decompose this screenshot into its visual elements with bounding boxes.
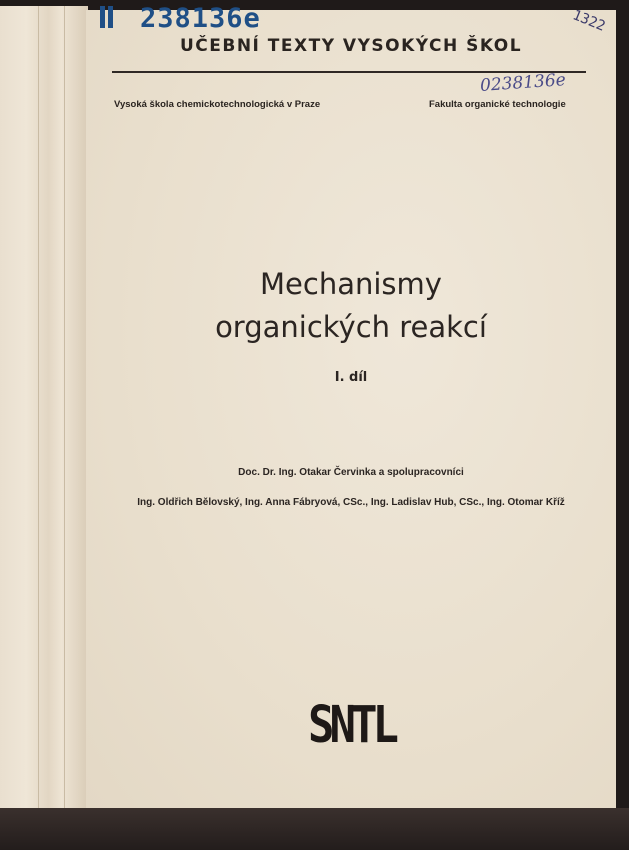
corner-handwritten-number: 1322 xyxy=(570,7,608,35)
series-title: UČEBNÍ TEXTY VYSOKÝCH ŠKOL xyxy=(179,36,523,56)
school-name: Vysoká škola chemickotechnologická v Praze xyxy=(114,99,321,110)
volume-label: I. díl xyxy=(334,370,368,385)
spine-fold-line xyxy=(64,6,65,812)
bottom-cover-edge xyxy=(0,808,629,850)
library-stamp-code: 238136e xyxy=(140,3,261,34)
book-spine-edge xyxy=(0,6,88,812)
stamp-bars-mark xyxy=(100,6,114,28)
title-page xyxy=(86,10,616,810)
handwritten-catalog-code: 0238136e xyxy=(479,70,567,96)
book-title-line1: Mechanismy xyxy=(260,267,442,301)
publisher-logo: SNTL xyxy=(308,696,394,755)
spine-fold-line xyxy=(38,6,39,812)
faculty-name: Fakulta organické technologie xyxy=(429,99,566,110)
co-authors: Ing. Oldřich Bělovský, Ing. Anna Fábryová, CSc., Ing. Ladislav Hub, CSc., Ing. Otomar Kříž xyxy=(137,497,565,508)
book-title-line2: organických reakcí xyxy=(215,310,487,344)
lead-author: Doc. Dr. Ing. Otakar Červinka a spolupracovníci xyxy=(238,467,464,478)
